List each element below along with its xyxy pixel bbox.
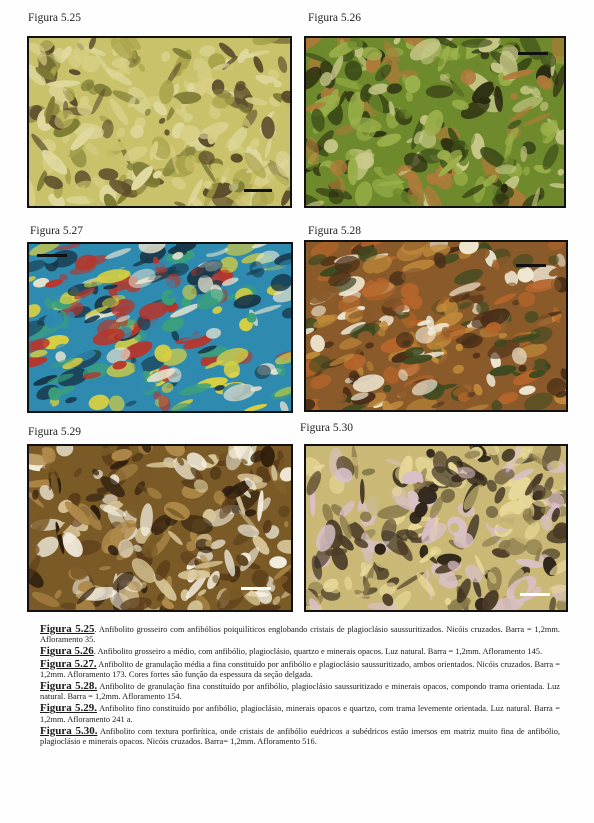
figure-label-5-29: Figura 5.29 [28,426,82,438]
photomicrograph-5-25 [27,36,292,208]
caption-title: Figura 5.30. [40,724,98,737]
scale-bar [520,593,550,596]
scale-bar [37,254,67,257]
figure-label-5-28: Figura 5.28 [308,225,362,237]
scale-bar [518,52,548,55]
caption-title: Figura 5.26 [40,645,94,658]
caption-text: Anfibolito com textura porfirítica, onde cristais de anfibólio euédricos a subédricos estão imersos em matriz muito fina de anfibólio, plagioclásio e minerais opacos. Nicóis cruzados. Barra= 1,2mm. Afloramento 516. [40,726,560,747]
photomicrograph-5-26 [304,36,566,208]
caption-text: . Anfibolito grosseiro a médio, com anfibólio, plagioclásio, quartzo e minerais opacos. Luz natural. Barra = 1,2mm. Afloramento 145. [93,647,543,657]
caption-5-29 [40,703,560,724]
figure-label-5-26: Figura 5.26 [308,12,362,24]
caption-5-25 [40,624,560,645]
caption-text: . Anfibolito grosseiro com anfibólios poiquilíticos englobando cristais de plagioclásio saussuritizados. Nicóis cruzados. Barra = 1,2mm. Afloramento 35. [40,625,561,645]
scale-bar [241,587,271,590]
scale-bar [516,264,546,267]
photomicrograph-5-27 [27,242,293,413]
figure-label-5-30: Figura 5.30 [300,422,354,434]
caption-text: Anfibolito fino constituído por anfibólio, plagioclásio, minerais opacos e quartzo, com trama levemente orientada. Luz natural. Barra = 1,2mm. Afloramento 241 a. [40,704,560,724]
caption-list [40,624,560,748]
caption-5-26 [40,646,560,657]
caption-title: Figura 5.25 [40,623,95,635]
caption-text: Anfibolito de granulação média a fina constituído por anfibólio e plagioclásio saussuritizado, ambos orientados. Nicóis cruzados. Barra = 1,2mm. Afloramento 173. Cores fortes são função da espessura da seção delgada. [40,659,560,679]
photomicrograph-5-28 [304,240,568,412]
caption-title: Figura 5.29. [40,702,97,715]
figure-label-5-25: Figura 5.25 [28,12,82,24]
caption-title: Figura 5.28. [40,680,98,693]
caption-5-28 [40,681,560,702]
photomicrograph-5-29 [27,444,293,612]
scale-bar [244,189,272,192]
photomicrograph-5-30 [304,444,568,612]
caption-title: Figura 5.27. [40,657,97,670]
caption-5-27 [40,659,560,680]
caption-text: Anfibolito de granulação fina constituído por anfibólio, plagioclásio saussuritizado e minerais opacos, compondo trama orientada. Luz natural. Barra = 1,2mm. Afloramento 154. [40,682,560,702]
figure-label-5-27: Figura 5.27 [30,225,84,237]
caption-5-30 [40,726,560,747]
